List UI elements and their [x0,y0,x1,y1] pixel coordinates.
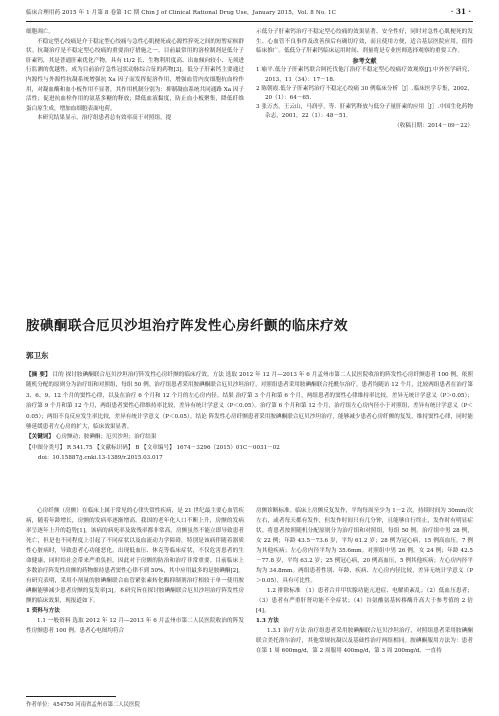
keywords-text: 心房颤动；胺碘酮；厄贝沙坦；治疗结果 [55,434,157,441]
received-date: （收稿日期：2014－09－22） [394,122,473,129]
header-rule [26,21,473,22]
section-heading: 1 资料与方法 [26,608,60,614]
footnote-affiliation: 作者单位：454750 河南省孟州市第二人民医院 [26,702,140,708]
article-author: 郭卫东 [26,351,49,360]
reference-item: 2 陈朝霞.低分子肝素钙治疗不稳定心绞痛 30 例临床分析［J］.临床医学专集，2002，20（1）：64－65. [256,85,473,101]
abstract-text: 目的 探讨胺碘酮联合厄贝沙坦治疗阵发性心房纤颤的临床疗效。方法 选取 2012 年 12 月—2013 年 6 月孟州市第二人民医院收治的阵发性心房纤颤患者 100 例，依照随机分配的原则分为治疗组和对照组，每组 50 例。治疗组患者采用胺碘酮联合厄贝沙坦治疗，对照组患者采用胺碘酮联合托酰尔治疗。患者均随访 12 个月，比较两组患者在治疗第 3、6、9、12 个月的窦性心律，以及在治疗 6 个月和 12 个月的左心房内径。结果 治疗第 3 个月和第 6 个月，两组患者的窦性心律维持率比较，差异无统计学意义（P＞0.05）；治疗第 9 个月和第 12 个月，两组患者窦性心律维持率比较，差异有统计学意义（P＜0.05）。治疗第 6 个月和第 12 个月，治疗组左心房内径小于对照组，差异有统计学意义（P＜0.05）；两组不良反应发生率比较，差异有统计学意义（P＜0.05）。结论 阵发性心房纤颤患者采用胺碘酮联合厄贝沙坦治疗，能够减少患者心房纤颤的复发，维持窦性心律，同时能够延缓患者左心房的扩大，临床效果显著。 [26,372,474,431]
abstract-block [26,370,473,464]
page-number: · 31 · [450,7,471,16]
keywords-label: 【关键词】 [26,434,54,441]
doi-line: doi：10.15887/j.cnki.13-1389/r.2015.03.017 [38,455,163,462]
prev-paragraph: 不稳定型心绞痛是介于稳定型心绞痛与急性心肌梗死或心源性猝死之间的短暂症候群状。抗凝治疗是不稳定型心绞痛的重要治疗措施之一。目前最常用的溶栓制剂是低分子肝素钙，其是普通肝素优化产物，具有 t1/2 长、生物利用度高、出血倾向较小、无须进行监测的优越性，成为目前治疗急性冠状动脉综合征的药物[3]。低分子肝素钙主要通过内源性与外源性抗凝系统增强抗 Xa 因子而发挥促溶作用，增强血管内皮细胞抗血栓作用，对凝血酶和血小板作用不显著，其作用机制分别为：抑制凝血系统共同通路 Xa 因子活性；促进抗血栓作用的氨基多糖的释放；降低血液黏度，防止血小板聚集，降低纤维蛋白原生成，增加血细胞表面电荷。 [26,38,244,112]
prev-article-left-column [26,28,244,124]
body-paragraph: 1.3.1 治疗方法 治疗组患者采用胺碘酮联合厄贝沙坦治疗，对照组患者采用胺碘酮联合美托洛尔治疗，其他常规抗凝以及基础性治疗两组相同。胺碘酮服用方法为：患者在第 1 周 600mg/d，第 2 周服用 400mg/d，第 3 周 200mg/d，一直持 [256,628,473,654]
references-heading: 参考文献 [352,57,377,65]
prev-paragraph: 示低分子肝素钙治疗不稳定型心绞痛的效果显著、安全性好，同时对急性心肌梗死的发生、心血管不良事件及改善预后有确切疗效，而且使用方便，适合基层医院应用，值得临床推广。低低分子肝素钙临床运用时间、剂量将是专业医师选择观察的重要工作。 [256,29,473,55]
classification-line: 【中图分类号】 R 541.75 【文献标识码】 B 【文章编号】 1674－3296（2015）01C－0031－02 [26,444,280,451]
section-heading: 1.3 方法 [256,618,279,624]
body-paragraph: 1.2 排除标准 （1）患者合并甲状腺功能亢进症、电解质紊乱；（2）低血压患者；（3）患者有严重肝肾功能不全症状；（4）谷氨酸氨基转移酶升高大于参考值的 2 倍[4]。 [256,588,473,614]
reference-item: 3 张万杰，王云山，马润亭，等．肝素钙释放与低分子量肝素的应用［J］.中国生化药物杂志，2001，22（1）：48－51. [256,104,473,120]
article-left-column [26,506,244,636]
article-right-column [256,506,473,656]
prev-paragraph: 本研究结果显示，治疗组患者总有效率高于对照组，提 [37,115,172,122]
article-title: 胺碘酮联合厄贝沙坦治疗阵发性心房纤颤的临床疗效 [26,318,348,334]
abstract-label: 【摘 要】 [26,372,51,378]
body-paragraph: 心房纤颤（房颤）在临床上属于常见的心律失常性疾病，是 21 世纪最主要心血管疾病，随着年龄增长，房颤的发病率逐渐增高。我国的老年化人口不断上升，房颤的发病率呈逐年上升的趋势[1]。该病的病死率及致残率都非常高，房颤虽然不能立即导致患者死亡，但是也不同程度上引起了不同症状以及血流动力学障碍，特别是该病伴随着器质性心脏病时，导致患者心功能恶化，出现低血压、休克等临床症状，不仅危害患者的生命健康，同时给社会带来严重负担，因此对于房颤的防治和治疗非常重要。目前临床上多数治疗阵发性房颤的药物维持患者窦性心律不到 50%，其中应用最多的是胺碘酮[2]。有研究表明，采用小剂量的胺碘酮联合血管紧张素转化酶抑制剂治疗相较于单一使用胺碘酮能够减少患者房颤的复发率[3]。本研究旨在探讨胺碘酮联合厄贝沙坦治疗阵发性房颤的临床效果，现报道如下。 [26,508,244,604]
body-paragraph: 1.1 一般资料 选取 2012 年 12 月—2013 年 6 月孟州市第二人民医院收治的阵发性房颤患者 100 例。患者心电图均符合 [26,618,244,634]
body-paragraph: 房颤诊断标准。临床上房颤反复发作，平均每周至少为 1－2 次，持续时间为 30min/次左右，或者每天都有发作，但发作时间只有几分钟，且能够自行终止，发作时有明显症状。将患者按照随机分配原则分为治疗组和对照组，每组 50 例。治疗组中男 28 例，女 22 例；年龄 43.5－73.6 岁，平均 61.2 岁；28 例为冠心病，15 例高血压，7 例为其他疾病；左心房内径平均为 35.6mm。对照组中男 26 例，女 24 例；年龄 42.5－77.8 岁，平均 63.2 岁；25 例冠心病，20 例高血压，5 例其他疾病；左心房内径平均为 34.8mm。两组患者性别、年龄、疾病、左心房内径比较，差异无统计学意义（P＞0.05），具有可比性。 [256,508,473,584]
footnote-rule [26,696,116,697]
prev-article-right-column [256,28,473,131]
reference-item: 1 喻平.低分子肝素钙联合阿托伐他汀治疗不稳定型心绞痛疗效观察[J].中外医学研究，2013，11（34）：17－18. [256,67,473,83]
running-header [26,8,473,22]
journal-header-text: 临床合理用药 2015 年 1 月第 8 卷第 1C 期 Chin J of Clinical Rational Drug Use，January 2015，Vol. 8 No. 1C [26,10,336,16]
prev-paragraph: 细胞凋亡。 [26,29,54,35]
